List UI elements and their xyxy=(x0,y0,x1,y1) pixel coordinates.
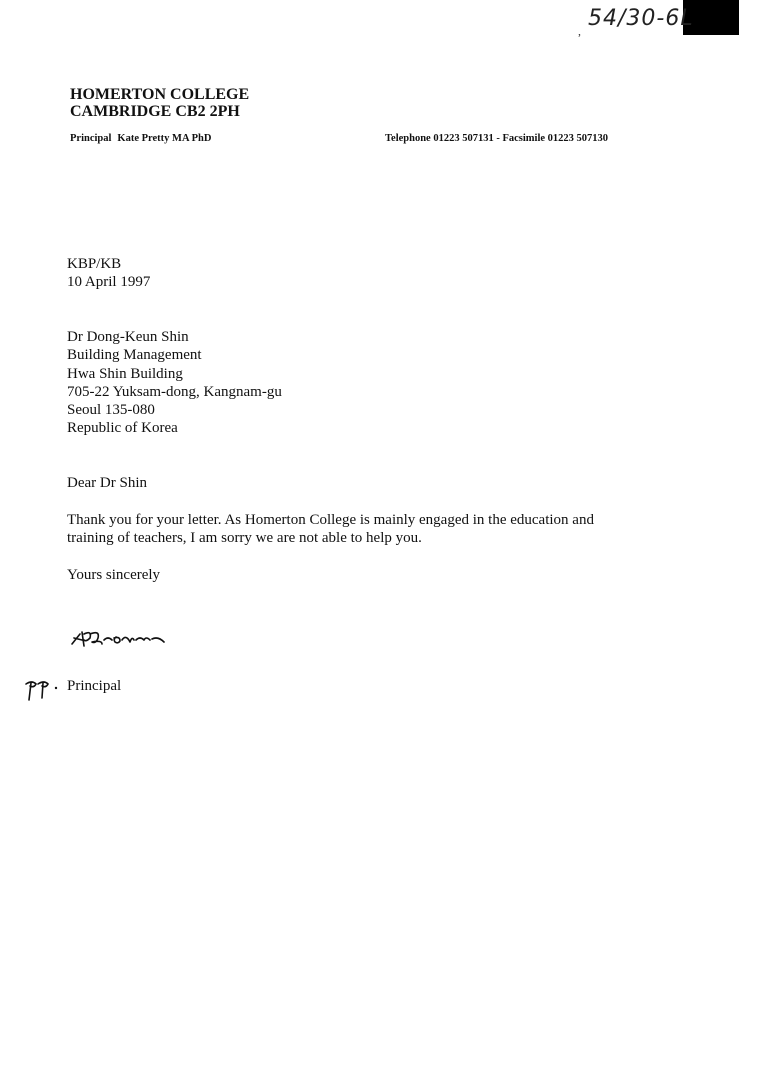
principal-line xyxy=(70,133,211,144)
address-line: Republic of Korea xyxy=(67,420,178,437)
tick-mark: , xyxy=(578,24,581,38)
handwritten-document-number: 54/30-6L xyxy=(588,6,694,31)
letter-date: 10 April 1997 xyxy=(67,274,151,291)
principal-label: Principal xyxy=(70,133,112,144)
letterhead xyxy=(70,86,249,120)
body-paragraph xyxy=(67,511,594,548)
pp-mark xyxy=(22,676,64,704)
closing: Yours sincerely xyxy=(67,567,161,583)
institution-name: HOMERTON COLLEGE xyxy=(70,86,250,103)
reference-block xyxy=(67,255,150,292)
institution-location: CAMBRIDGE CB2 2PH xyxy=(70,103,240,120)
signature xyxy=(68,624,178,652)
address-line: Dr Dong-Keun Shin xyxy=(67,329,189,345)
address-line: Building Management xyxy=(67,347,202,364)
signatory-title: Principal xyxy=(67,678,122,694)
recipient-address xyxy=(67,328,282,438)
contact-line: Telephone 01223 507131 - Facsimile 01223 507130 xyxy=(385,133,609,144)
body-line: training of teachers, I am sorry we are not able to help you. xyxy=(67,530,422,547)
address-line: 705-22 Yuksam-dong, Kangnam-gu xyxy=(67,383,282,400)
principal-name: Kate Pretty MA PhD xyxy=(117,133,212,144)
salutation: Dear Dr Shin xyxy=(67,475,147,491)
address-line: Seoul 135-080 xyxy=(67,402,155,419)
reference-code: KBP/KB xyxy=(67,256,122,272)
body-line: Thank you for your letter. As Homerton College is mainly engaged in the education and xyxy=(67,512,594,528)
address-line: Hwa Shin Building xyxy=(67,365,183,382)
